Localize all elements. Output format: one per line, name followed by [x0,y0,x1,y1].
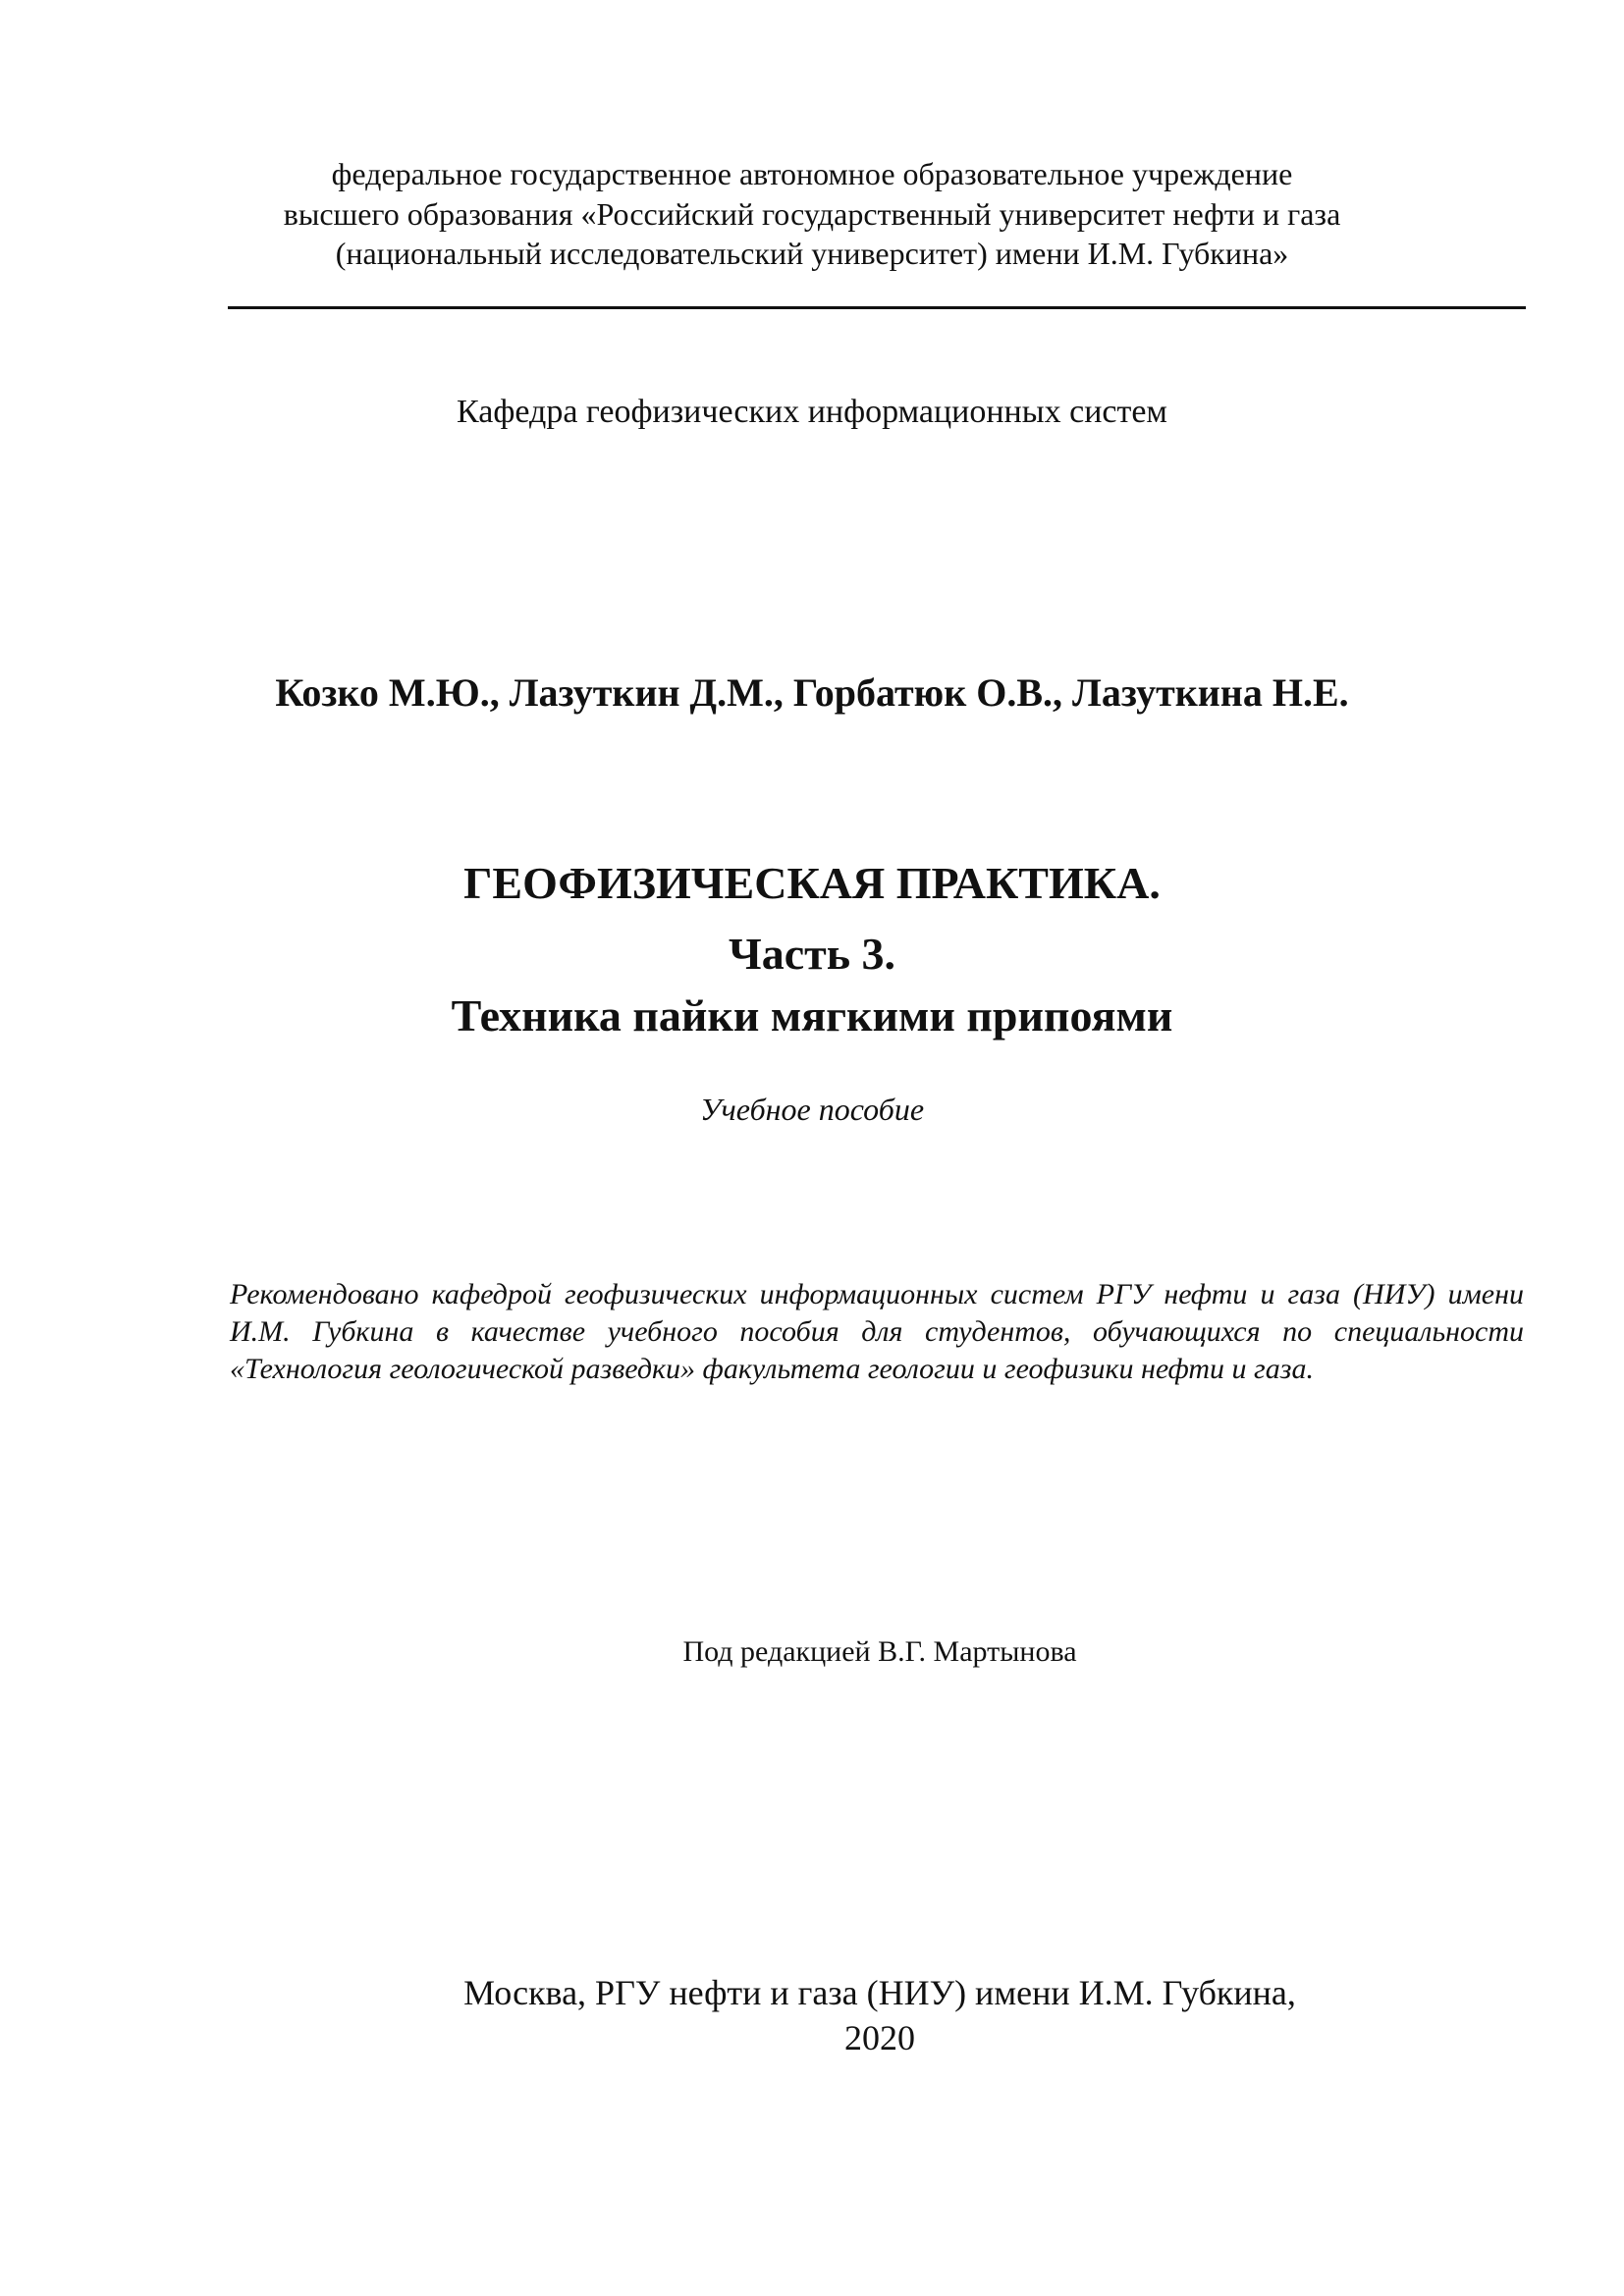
title-line-1: ГЕОФИЗИЧЕСКАЯ ПРАКТИКА. [463,858,1161,908]
institution-line-2: высшего образования «Российский государственный университет нефти и газа [283,196,1341,232]
publisher-place: Москва, РГУ нефти и газа (НИУ) имени И.М. Губкина, [463,1973,1296,2012]
title-line-3: Техника пайки мягкими припоями [451,990,1173,1041]
institution-line-1: федеральное государственное автономное образовательное учреждение [331,156,1293,191]
editor-line: Под редакцией В.Г. Мартынова [682,1635,1077,1668]
document-type: Учебное пособие [699,1092,925,1127]
authors: Козко М.Ю., Лазуткин Д.М., Горбатюк О.В., Лазуткина Н.Е. [275,670,1349,715]
institution-line-3: (национальный исследовательский университет) имени И.М. Губкина» [335,236,1289,271]
title-line-2: Часть 3. [728,929,896,979]
publication-year: 2020 [844,2018,915,2057]
department-name: Кафедра геофизических информационных систем [457,394,1167,430]
recommendation-text: Рекомендовано кафедрой геофизических информационных систем РГУ нефти и газа (НИУ) имени И.М. Губкина в качестве учебного пособия для студентов, обучающихся по специальности «Технология геологической разведки» факультета геологии и геофизики нефти и газа. [230,1278,1524,1385]
header-divider [228,306,1526,309]
